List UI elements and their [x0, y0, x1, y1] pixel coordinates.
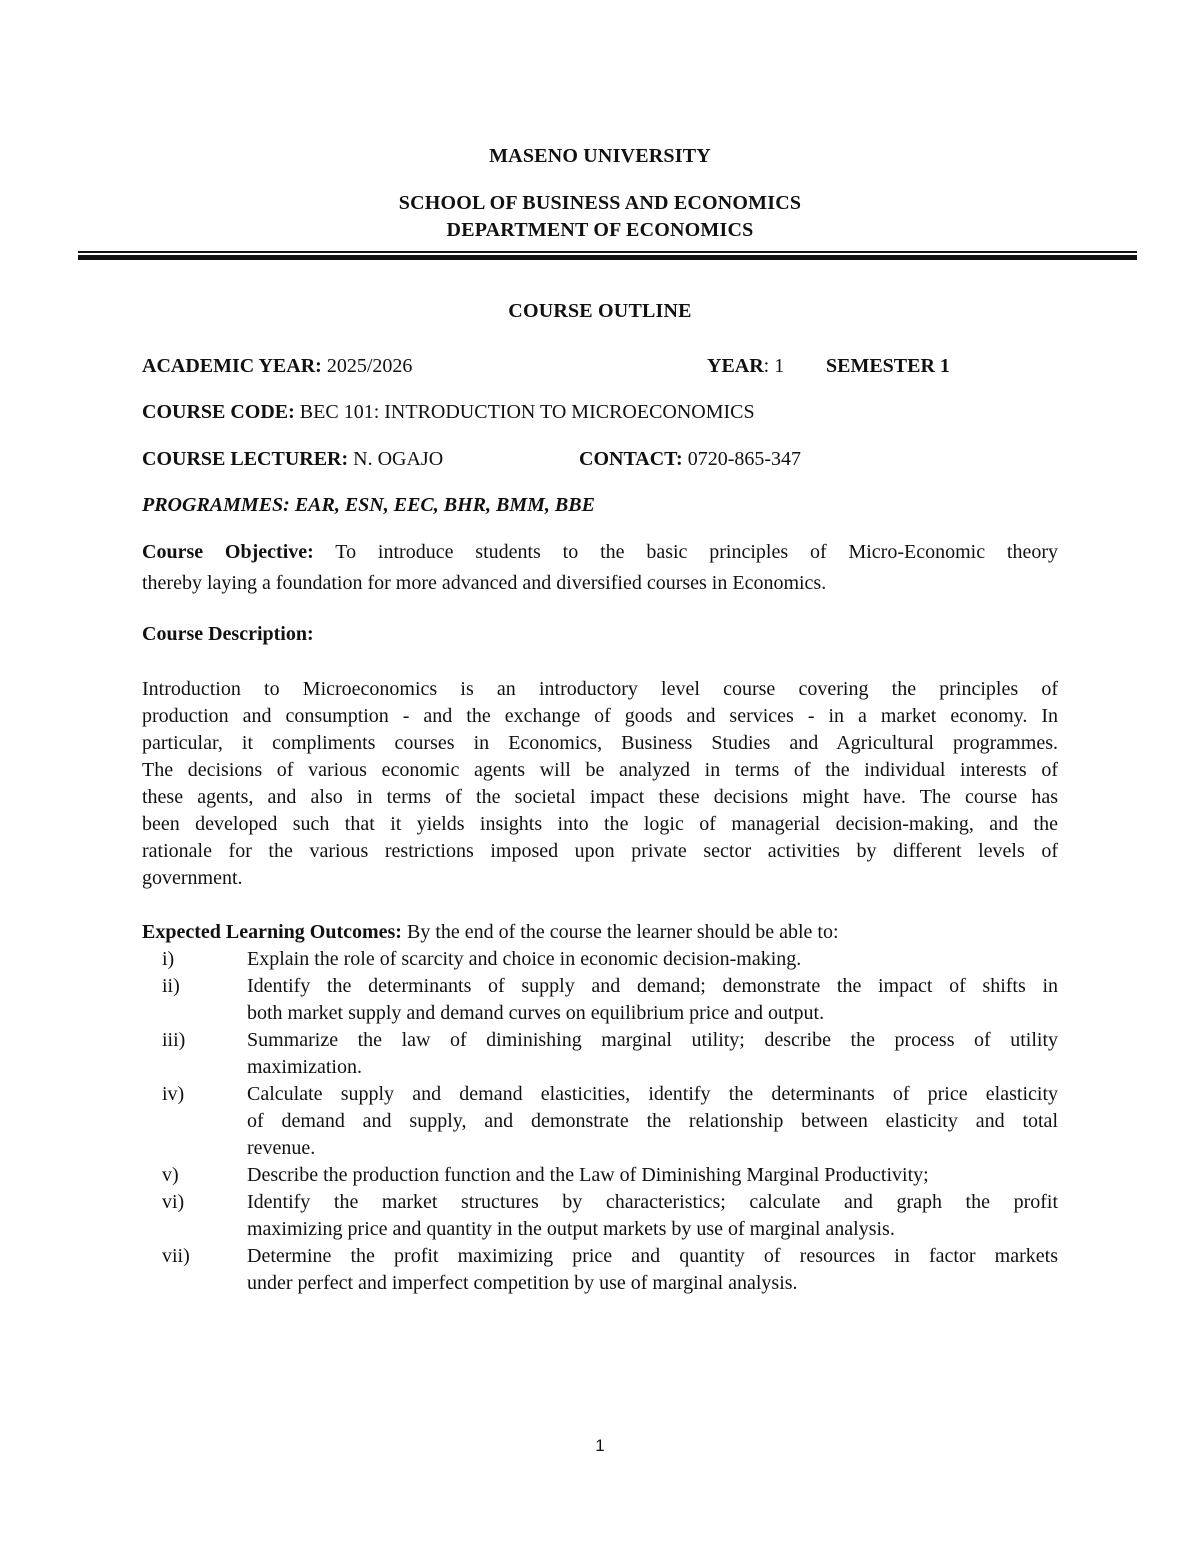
description-line: been developed such that it yields insights into the logic of managerial decision-making, and the: [142, 813, 1058, 835]
outcomes-intro: By the end of the course the learner should be able to:: [401, 921, 839, 943]
school-name: SCHOOL OF BUSINESS AND ECONOMICS: [398, 192, 802, 214]
academic-year-value: 2025/2026: [321, 355, 413, 377]
objective-line-1: [142, 539, 1058, 566]
outcome-line: Identify the market structures by characteristics; calculate and graph the profit: [247, 1191, 1058, 1213]
outcome-line: revenue.: [247, 1137, 316, 1159]
description-line: rationale for the various restrictions imposed upon private sector activities by different levels of: [142, 840, 1058, 862]
description-paragraph: [142, 676, 1058, 892]
lecturer-value: N. OGAJO: [348, 448, 444, 470]
lecturer-label: COURSE LECTURER:: [142, 448, 349, 470]
outcomes-label: Expected Learning Outcomes:: [142, 921, 402, 943]
academic-year-row: [142, 354, 412, 378]
outcome-line: Determine the profit maximizing price and quantity of resources in factor markets: [247, 1245, 1058, 1267]
academic-year-label: ACADEMIC YEAR:: [142, 355, 322, 377]
semester-label: SEMESTER 1: [826, 355, 950, 377]
year-value: : 1: [763, 355, 785, 377]
outcome-line: Calculate supply and demand elasticities, identify the determinants of price elasticity: [247, 1083, 1058, 1105]
page-title: COURSE OUTLINE: [508, 300, 692, 322]
description-line: The decisions of various economic agents will be analyzed in terms of the individual interests of: [142, 759, 1058, 781]
outcome-number: ii): [162, 975, 180, 997]
description-heading: Course Description:: [142, 623, 314, 645]
programmes-line: PROGRAMMES: EAR, ESN, EEC, BHR, BMM, BBE: [142, 494, 595, 516]
outcome-line: Summarize the law of diminishing marginal utility; describe the process of utility: [247, 1029, 1058, 1051]
outcome-line: Explain the role of scarcity and choice in economic decision-making.: [247, 948, 802, 970]
objective-label: Course Objective:: [142, 541, 314, 563]
outcome-line: under perfect and imperfect competition by use of marginal analysis.: [247, 1272, 798, 1294]
outcome-line: maximization.: [247, 1056, 362, 1078]
course-code-row: [142, 400, 755, 424]
course-objective: [142, 539, 1058, 597]
course-code-value: BEC 101: INTRODUCTION TO MICROECONOMICS: [294, 401, 755, 423]
outcome-number: vii): [162, 1245, 190, 1267]
course-code-label: COURSE CODE:: [142, 401, 295, 423]
description-line: these agents, and also in terms of the societal impact these decisions might have. The course has: [142, 786, 1058, 808]
outcome-line: both market supply and demand curves on equilibrium price and output.: [247, 1002, 825, 1024]
year-label: YEAR: [707, 355, 764, 377]
outcome-line: maximizing price and quantity in the output markets by use of marginal analysis.: [247, 1218, 895, 1240]
description-line: production and consumption - and the exchange of goods and services - in a market economy. In: [142, 705, 1058, 727]
department-name: DEPARTMENT OF ECONOMICS: [446, 219, 754, 241]
description-line: Introduction to Microeconomics is an introductory level course covering the principles of: [142, 678, 1058, 700]
header-divider-thin: [78, 251, 1137, 253]
university-name: MASENO UNIVERSITY: [489, 145, 711, 167]
outcome-line: of demand and supply, and demonstrate the relationship between elasticity and total: [247, 1110, 1058, 1132]
description-line: particular, it compliments courses in Economics, Business Studies and Agricultural programmes.: [142, 732, 1058, 754]
outcome-line: Identify the determinants of supply and demand; demonstrate the impact of shifts in: [247, 975, 1058, 997]
contact-field: [579, 447, 801, 471]
lecturer-row: [142, 447, 443, 471]
outcome-number: v): [162, 1164, 179, 1186]
description-line: government.: [142, 867, 243, 889]
objective-line-2: thereby laying a foundation for more advanced and diversified courses in Economics.: [142, 572, 827, 594]
outcome-line: Describe the production function and the Law of Diminishing Marginal Productivity;: [247, 1164, 929, 1186]
contact-value: 0720-865-347: [682, 448, 802, 470]
header-divider-thick: [78, 255, 1137, 260]
outcomes-heading-row: [142, 920, 839, 944]
outcome-number: i): [162, 948, 175, 970]
outcome-number: iii): [162, 1029, 186, 1051]
outcome-number: iv): [162, 1083, 185, 1105]
contact-label: CONTACT:: [579, 448, 683, 470]
year-field: [707, 354, 784, 378]
objective-text-1: To introduce students to the basic principles of Micro-Economic theory: [313, 541, 1059, 563]
page-number: 1: [595, 1436, 605, 1455]
outcome-number: vi): [162, 1191, 185, 1213]
